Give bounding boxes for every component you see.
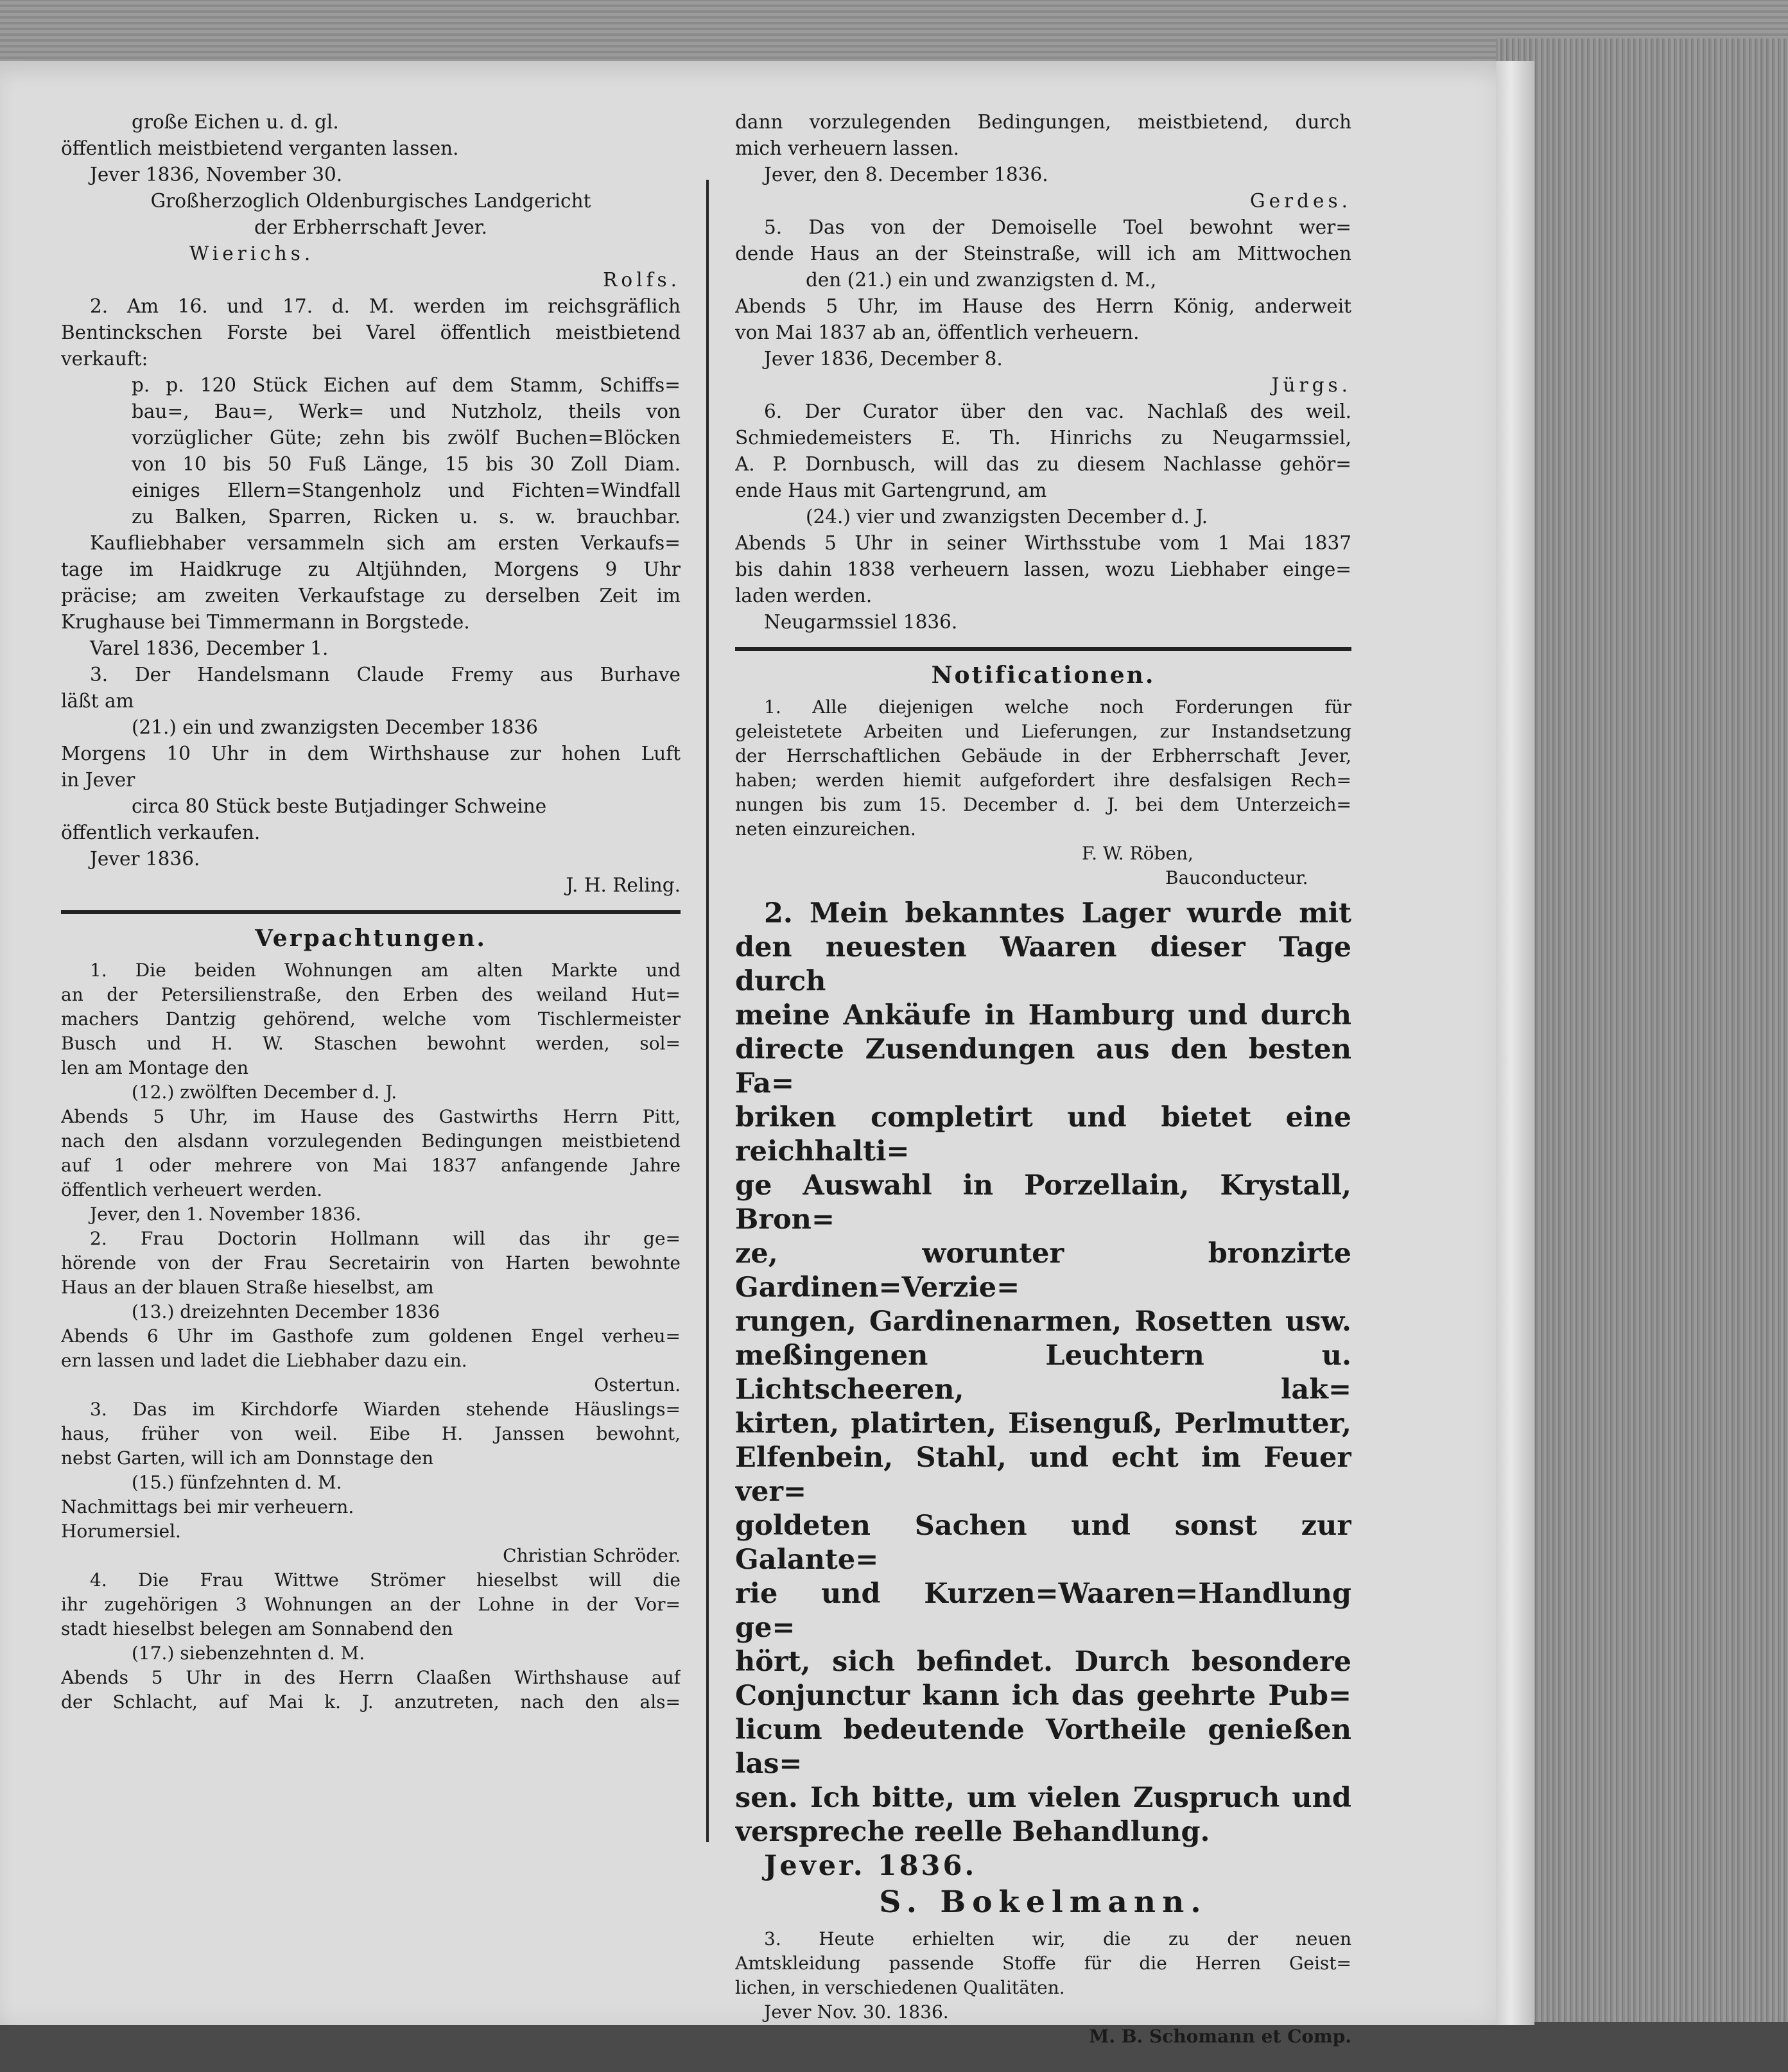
right-column [735, 109, 1351, 2049]
text-line: Schmiedemeisters E. Th. Hinrichs zu Neugarmssiel, [735, 427, 1351, 449]
text-line: nungen bis zum 15. December d. J. bei dem Unterzeich= [735, 794, 1351, 815]
advert-line: goldeten Sachen und sonst zur Galante= [735, 1510, 1351, 1576]
text-line: Abends 5 Uhr in seiner Wirthsstube vom 1 Mai 1837 [735, 532, 1351, 554]
text-line: dann vorzulegenden Bedingungen, meistbietend, durch [735, 111, 1351, 133]
section-heading: Verpachtungen. [255, 925, 487, 952]
text-line: Kaufliebhaber versammeln sich am ersten Verkaufs= [90, 532, 681, 554]
text-line: Jever Nov. 30. 1836. [764, 2001, 949, 2023]
text-line: von Mai 1837 ab an, öffentlich verheuern. [735, 322, 1140, 343]
section-rule [735, 647, 1351, 651]
signature-title: Bauconducteur. [1165, 867, 1308, 888]
signature: Ostertun. [594, 1374, 681, 1395]
advert-line: verspreche reelle Behandlung. [735, 1816, 1210, 1848]
signature: Christian Schröder. [503, 1545, 681, 1566]
signature: Rolfs. [603, 269, 681, 291]
text-line: Neugarmssiel 1836. [764, 611, 958, 633]
court-name: Großherzoglich Oldenburgisches Landgericht [150, 190, 591, 212]
text-line: bis dahin 1838 verheuern lassen, wozu Liebhaber einge= [735, 558, 1351, 580]
text-line: öffentlich verkaufen. [61, 822, 261, 843]
text-line: Jever, den 1. November 1836. [90, 1204, 361, 1225]
text-line: Jever 1836. [90, 848, 200, 870]
text-line: A. P. Dornbusch, will das zu diesem Nachlasse gehör= [735, 453, 1351, 475]
text-line: 1. Alle diejenigen welche noch Forderungen für [764, 696, 1351, 718]
page-fold [1496, 61, 1534, 2025]
signature: Jürgs. [1271, 374, 1351, 396]
court-name: der Erbherrschaft Jever. [254, 216, 488, 238]
advert-line: 2. Mein bekanntes Lager wurde mit [764, 897, 1351, 929]
text-line: haus, früher von weil. Eibe H. Janssen bewohnt, [61, 1423, 681, 1444]
text-line: läßt am [61, 690, 134, 712]
text-line: Morgens 10 Uhr in dem Wirthshause zur hohen Luft [61, 743, 681, 764]
text-line: lichen, in verschiedenen Qualitäten. [735, 1977, 1065, 1998]
column-divider [706, 180, 709, 1842]
text-line: nebst Garten, will ich am Donnstage den [61, 1447, 434, 1469]
text-line: 6. Der Curator über den vac. Nachlaß des weil. [764, 401, 1351, 422]
text-line: Varel 1836, December 1. [90, 637, 329, 659]
section-rule [61, 910, 681, 914]
text-line: (15.) fünfzehnten d. M. [132, 1472, 342, 1493]
text-line: laden werden. [735, 585, 872, 607]
text-line: öffentlich meistbietend verganten lassen. [61, 137, 459, 159]
text-line: geleistetete Arbeiten und Lieferungen, zur Instandsetzung [735, 721, 1351, 742]
text-line: (17.) siebenzehnten d. M. [132, 1643, 365, 1664]
text-line: Nachmittags bei mir verheuern. [61, 1496, 354, 1517]
text-line: präcise; am zweiten Verkaufstage zu derselben Zeit im [61, 585, 681, 607]
text-line: ende Haus mit Gartengrund, am [735, 479, 1047, 501]
text-line: in Jever [61, 769, 135, 791]
text-line: Abends 5 Uhr in des Herrn Claaßen Wirthshause auf [61, 1667, 681, 1688]
text-line: neten einzureichen. [735, 818, 916, 840]
text-line: Jever 1836, November 30. [90, 164, 343, 186]
text-line: Jever 1836, December 8. [764, 348, 1003, 370]
text-line: vorzüglicher Güte; zehn bis zwölf Buchen=Blöcken [132, 427, 681, 449]
advert-line: Conjunctur kann ich das geehrte Pub= [735, 1680, 1351, 1712]
text-line: dende Haus an der Steinstraße, will ich am Mittwochen [735, 243, 1351, 264]
signature: M. B. Schomann et Comp. [1089, 2026, 1351, 2047]
text-line: (24.) vier und zwanzigsten December d. J. [806, 506, 1208, 528]
left-column [61, 109, 681, 1714]
text-line: Busch und H. W. Staschen bewohnt werden, sol= [61, 1033, 681, 1054]
advert-line: ge Auswahl in Porzellain, Krystall, Bron= [735, 1170, 1351, 1236]
text-line: 2. Am 16. und 17. d. M. werden im reichsgräflich [90, 295, 681, 317]
text-line: 4. Die Frau Wittwe Strömer hieselbst will die [90, 1569, 681, 1591]
text-line: große Eichen u. d. gl. [132, 111, 339, 133]
text-line: 2. Frau Doctorin Hollmann will das ihr ge= [90, 1228, 681, 1249]
text-line: Bentinckschen Forste bei Varel öffentlich meistbietend [61, 322, 681, 343]
signature: F. W. Röben, [1082, 843, 1193, 864]
signature: J. H. Reling. [566, 874, 681, 896]
text-line: Abends 5 Uhr, im Hause des Herrn König, anderweit [735, 295, 1351, 317]
advert-line: rungen, Gardinenarmen, Rosetten usw. [735, 1306, 1351, 1338]
text-line: (12.) zwölften December d. J. [132, 1082, 397, 1103]
text-line: verkauft: [61, 348, 148, 370]
text-line: nach den alsdann vorzulegenden Bedingungen meistbietend [61, 1130, 681, 1152]
text-line: Jever, den 8. December 1836. [764, 164, 1048, 186]
text-line: den (21.) ein und zwanzigsten d. M., [806, 269, 1157, 291]
signature: Gerdes. [1250, 190, 1351, 212]
advert-line: ze, worunter bronzirte Gardinen=Verzie= [735, 1238, 1351, 1304]
advert-line: den neuesten Waaren dieser Tage durch [735, 931, 1351, 997]
text-line: len am Montage den [61, 1057, 249, 1078]
text-line: der Schlacht, auf Mai k. J. anzutreten, nach den als= [61, 1691, 681, 1713]
advert-line: licum bedeutende Vortheile genießen las= [735, 1714, 1351, 1780]
advert-place-date: Jever. 1836. [764, 1850, 977, 1882]
text-line: p. p. 120 Stück Eichen auf dem Stamm, Schiffs= [132, 374, 681, 396]
section-heading: Notificationen. [931, 662, 1156, 689]
text-line: einiges Ellern=Stangenholz und Fichten=Windfall [132, 479, 681, 501]
text-line: Horumersiel. [61, 1521, 181, 1542]
text-line: bau=, Bau=, Werk= und Nutzholz, theils von [132, 401, 681, 422]
text-line: 5. Das von der Demoiselle Toel bewohnt wer= [764, 216, 1351, 238]
advert-line: sen. Ich bitte, um vielen Zuspruch und [735, 1782, 1351, 1814]
text-line: Abends 6 Uhr im Gasthofe zum goldenen Engel verheu= [61, 1325, 681, 1347]
text-line: auf 1 oder mehrere von Mai 1837 anfangende Jahre [61, 1155, 681, 1176]
advert-line: hört, sich befindet. Durch besondere [735, 1646, 1351, 1678]
text-line: Amtskleidung passende Stoffe für die Herren Geist= [735, 1953, 1351, 1974]
book-edge-right [1496, 39, 1788, 2072]
text-line: öffentlich verheuert werden. [61, 1179, 322, 1200]
text-line: ihr zugehörigen 3 Wohnungen an der Lohne in der Vor= [61, 1594, 681, 1615]
text-line: 3. Das im Kirchdorfe Wiarden stehende Häuslings= [90, 1399, 681, 1420]
text-line: mich verheuern lassen. [735, 137, 960, 159]
text-line: stadt hieselbst belegen am Sonnabend den [61, 1618, 453, 1639]
text-line: 3. Heute erhielten wir, die zu der neuen [764, 1928, 1351, 1949]
text-line: 3. Der Handelsmann Claude Fremy aus Burhave [90, 664, 681, 686]
text-line: (13.) dreizehnten December 1836 [132, 1301, 440, 1322]
advert-line: briken completirt und bietet eine reichhalti= [735, 1101, 1351, 1168]
text-line: hörende von der Frau Secretairin von Harten bewohnte [61, 1252, 681, 1273]
advert-signature: S. Bokelmann. [879, 1885, 1208, 1920]
text-line: haben; werden hiemit aufgefordert ihre desfalsigen Rech= [735, 770, 1351, 791]
text-line: der Herrschaftlichen Gebäude in der Erbherrschaft Jever, [735, 745, 1351, 766]
advert-line: meßingenen Leuchtern u. Lichtscheeren, lak= [735, 1340, 1351, 1406]
signature: Wierichs. [189, 243, 315, 264]
advert-line: meine Ankäufe in Hamburg und durch [735, 999, 1351, 1032]
text-line: circa 80 Stück beste Butjadinger Schweine [132, 795, 547, 817]
text-line: Krughause bei Timmermann in Borgstede. [61, 611, 470, 633]
advert-line: Elfenbein, Stahl, und echt im Feuer ver= [735, 1442, 1351, 1508]
text-line: machers Dantzig gehörend, welche vom Tischlermeister [61, 1008, 681, 1030]
text-line: 1. Die beiden Wohnungen am alten Markte und [90, 960, 681, 981]
text-line: an der Petersilienstraße, den Erben des weiland Hut= [61, 984, 681, 1005]
text-line: ern lassen und ladet die Liebhaber dazu ein. [61, 1350, 467, 1371]
advert-line: directe Zusendungen aus den besten Fa= [735, 1033, 1351, 1100]
text-line: (21.) ein und zwanzigsten December 1836 [132, 716, 538, 738]
text-line: tage im Haidkruge zu Altjühnden, Morgens 9 Uhr [61, 558, 681, 580]
text-line: Abends 5 Uhr, im Hause des Gastwirths Herrn Pitt, [61, 1106, 681, 1127]
text-line: zu Balken, Sparren, Ricken u. s. w. brauchbar. [132, 506, 681, 528]
advert-line: kirten, platirten, Eisenguß, Perlmutter, [735, 1408, 1351, 1440]
text-line: Haus an der blauen Straße hieselbst, am [61, 1277, 434, 1298]
advert-line: rie und Kurzen=Waaren=Handlung ge= [735, 1578, 1351, 1644]
text-line: von 10 bis 50 Fuß Länge, 15 bis 30 Zoll Diam. [132, 453, 681, 475]
